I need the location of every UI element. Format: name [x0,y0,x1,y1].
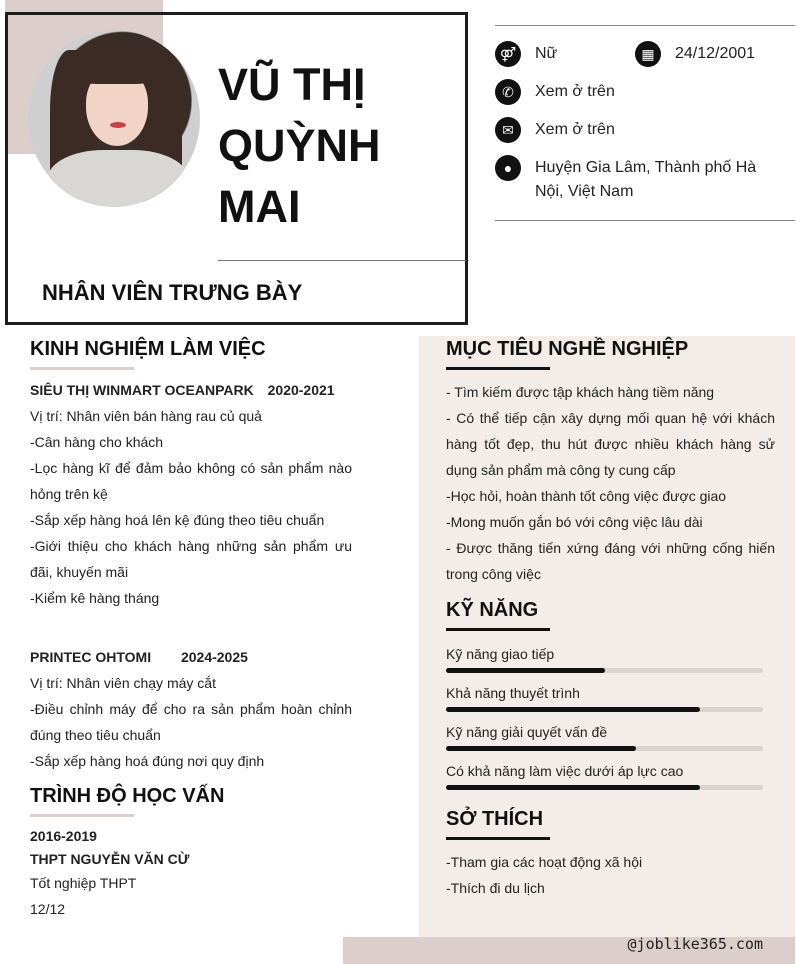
job-2-years: 2024-2025 [180,649,248,665]
objective-block [446,379,775,587]
objective-line: - Có thể tiếp cận xây dựng mối quan hệ với khách hàng tốt đẹp, thu hút được nhiều khách hàng sử dụng sản phẩm mà công ty cung cấp [446,410,775,478]
skill-item [446,645,763,673]
hobby-line: -Tham gia các hoạt động xã hội [446,854,643,870]
job-2-line: -Sắp xếp hàng hoá đúng nơi quy định [30,753,265,769]
skill-fill [446,707,700,712]
phone-icon: ✆ [495,79,521,105]
job-title: NHÂN VIÊN TRƯNG BÀY [42,280,303,305]
skill-item [446,723,763,751]
address-line-2: Nội, Việt Nam [535,183,634,200]
hobbies-underline [446,837,550,840]
skill-label: Kỹ năng giải quyết vấn đề [446,724,608,740]
education-school: THPT NGUYỄN VĂN CỪ [30,851,190,867]
skill-track [446,668,763,673]
skill-item [446,684,763,712]
skills-title: KỸ NĂNG [446,599,539,621]
objective-line: - Được thăng tiến xứng đáng với những cống hiến trong công việc [446,540,775,582]
hobby-line: -Thích đi du lịch [446,880,545,896]
skill-track [446,707,763,712]
candidate-name [218,54,458,237]
location-pin-icon: ● [495,155,521,181]
name-line-1: VŨ THỊ [218,59,366,110]
skill-label: Có khả năng làm việc dưới áp lực cao [446,763,684,779]
name-divider [218,260,466,261]
job-1-line: -Kiểm kê hàng tháng [30,590,160,606]
objective-title: MỤC TIÊU NGHỀ NGHIỆP [446,338,689,360]
contact-bottom-divider [495,220,795,221]
email-text: Xem ở trên [535,121,615,138]
job-1-line: -Lọc hàng kĩ để đảm bảo không có sản phẩm nào hỏng trên kệ [30,460,352,502]
education-title: TRÌNH ĐỘ HỌC VẤN [30,785,225,807]
education-block [30,824,352,922]
job-2-line: Vị trí: Nhân viên chạy máy cắt [30,675,216,691]
skill-fill [446,746,636,751]
skill-track [446,785,763,790]
job-1-years: 2020-2021 [267,382,335,398]
skill-item [446,762,763,790]
objective-line: - Tìm kiếm được tập khách hàng tiềm năng [446,384,715,400]
job-2 [30,644,352,774]
skill-label: Khả năng thuyết trình [446,685,580,701]
birthday-text: 24/12/2001 [675,45,756,62]
skill-track [446,746,763,751]
job-2-line: -Điều chỉnh máy để cho ra sản phẩm hoàn chỉnh đúng theo tiêu chuẩn [30,701,352,743]
phone-text: Xem ở trên [535,83,615,100]
education-degree: Tốt nghiệp THPT [30,875,137,891]
calendar-icon: ▦ [635,41,661,67]
job-2-header [30,644,352,670]
hobbies-block [446,849,775,901]
hobbies-title: SỞ THÍCH [446,808,544,830]
job-1-company: SIÊU THỊ WINMART OCEANPARK [30,382,254,398]
objective-line: -Học hỏi, hoàn thành tốt công việc được giao [446,488,727,504]
job-1 [30,377,352,611]
avatar-photo [28,30,200,207]
name-line-2: QUỲNH [218,120,381,171]
job-2-company: PRINTEC OHTOMI [30,649,152,665]
skills-underline [446,628,550,631]
skill-fill [446,668,605,673]
experience-underline [30,367,134,370]
job-1-line: Vị trí: Nhân viên bán hàng rau củ quả [30,408,262,424]
name-line-3: MAI [218,181,301,232]
skill-fill [446,785,700,790]
footer-website: @joblike365.com [627,935,763,953]
skill-label: Kỹ năng giao tiếp [446,646,555,662]
job-1-line: -Giới thiệu cho khách hàng những sản phẩm ưu đãi, khuyến mãi [30,538,352,580]
education-underline [30,814,134,817]
education-grade: 12/12 [30,901,66,917]
gender-text: Nữ [535,45,558,62]
objective-line: -Mong muốn gắn bó với công việc lâu dài [446,514,703,530]
email-icon: ✉ [495,117,521,143]
contact-top-divider [495,25,795,26]
experience-title: KINH NGHIỆM LÀM VIỆC [30,338,266,360]
gender-icon: ⚤ [495,41,521,67]
education-years: 2016-2019 [30,828,97,844]
job-1-line: -Cân hàng cho khách [30,434,164,450]
job-1-header [30,377,352,403]
job-1-line: -Sắp xếp hàng hoá lên kệ đúng theo tiêu chuẩn [30,512,325,528]
objective-underline [446,367,550,370]
address-line-1: Huyện Gia Lâm, Thành phố Hà [535,159,757,176]
